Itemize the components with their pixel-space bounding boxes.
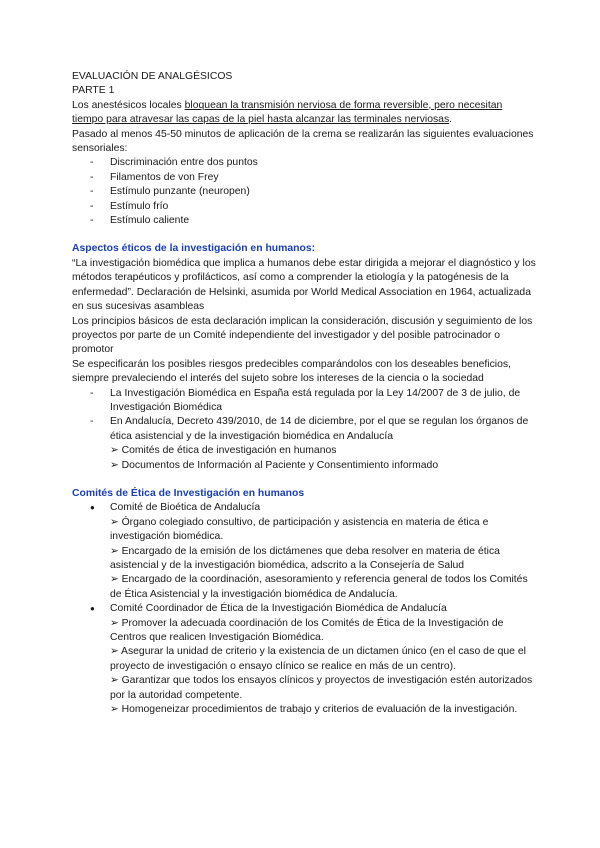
list-item: - Estímulo frío bbox=[90, 200, 536, 214]
intro2-paragraph: Pasado al menos 45-50 minutos de aplicación de la crema se realizarán las siguientes evaluaciones sensoriales: bbox=[72, 128, 534, 155]
document-page bbox=[72, 70, 536, 717]
evaluations-list bbox=[72, 156, 536, 228]
ethics-heading: Aspectos éticos de la investigación en humanos: bbox=[72, 243, 316, 255]
committee-point: ➢ Garantizar que todos los ensayos clínicos y proyectos de investigación estén autorizados por la autoridad competente. bbox=[110, 675, 533, 701]
helsinki-quote: “La investigación biomédica que implica a humanos debe estar dirigida a mejorar el diagnóstico y los métodos terapéuticos y profilácticos, así como a comprender la etiología y la patogénesis de la enfermedad”. Declaración de Helsinki, asumida por World Medical Association en 1964, actualizada en sus sucesivas asambleas bbox=[72, 257, 536, 313]
arrow-item: ➢ Documentos de Información al Paciente y Consentimiento informado bbox=[110, 459, 439, 471]
list-item: - La Investigación Biomédica en España está regulada por la Ley 14/2007 de 3 de julio, de Investigación Biomédica bbox=[90, 387, 536, 416]
committee-point: ➢ Encargado de la coordinación, asesoramiento y referencia general de todos los Comités de Ética Asistencial y la investigación biomédica de Andalucía. bbox=[110, 574, 528, 600]
committee-point: ➢ Promover la adecuada coordinación de los Comités de Ética de la Investigación de Centros que realicen Investigación Biomédica. bbox=[110, 617, 504, 644]
committee-item bbox=[90, 602, 536, 717]
part-label: PARTE 1 bbox=[72, 85, 115, 97]
list-item: - En Andalucía, Decreto 439/2010, de 14 de diciembre, por el que se regulan los órganos de ética asistencial y de la investigación biomédica en Andalucía bbox=[90, 415, 536, 444]
intro-paragraph bbox=[72, 99, 536, 128]
intro-underlined: bloquean la transmisión nerviosa de forma reversible, pero necesitan tiempo para atravesar las capas de la piel hasta alcanzar las terminales nerviosas bbox=[72, 99, 503, 126]
committee-title: ● Comité de Bioética de Andalucía bbox=[110, 502, 261, 514]
list-item: - Filamentos de von Frey bbox=[90, 171, 536, 185]
committees-list bbox=[72, 501, 536, 717]
committee-item bbox=[90, 501, 536, 602]
intro-end: . bbox=[449, 114, 453, 126]
regulation-list bbox=[72, 387, 536, 445]
ethics-paragraph-2: Los principios básicos de esta declaración implican la consideración, discusión y seguimiento de los proyectos por parte de un Comité independiente del investigador y del posible patrocinador o promotor bbox=[72, 315, 533, 356]
list-item: - Estímulo caliente bbox=[90, 214, 536, 228]
committee-point: ➢ Encargado de la emisión de los dictámenes que deba resolver en materia de ética asistencial y de la investigación biomédica, adscrito a la Consejería de Salud bbox=[110, 545, 500, 571]
arrow-item: ➢ Comités de ética de investigación en humanos bbox=[110, 445, 337, 457]
list-item: - Estímulo punzante (neuropen) bbox=[90, 185, 536, 199]
committee-point: ➢ Homogeneizar procedimientos de trabajo y criterios de evaluación de la investigación. bbox=[110, 704, 518, 716]
committees-heading: Comités de Ética de Investigación en humanos bbox=[72, 487, 305, 499]
intro-plain: Los anestésicos locales bbox=[72, 99, 185, 111]
list-item: - Discriminación entre dos puntos bbox=[90, 156, 536, 170]
committee-point: ➢ Órgano colegiado consultivo, de participación y asistencia en materia de ética e investigación biomédica. bbox=[110, 516, 489, 543]
committee-title: ● Comité Coordinador de Ética de la Investigación Biomédica de Andalucía bbox=[110, 603, 447, 615]
document-title: EVALUACIÓN DE ANALGÉSICOS bbox=[72, 71, 233, 82]
ethics-paragraph-3: Se especificarán los posibles riesgos predecibles comparándolos con los deseables beneficios, siempre prevaleciendo el interés del sujeto sobre los intereses de la ciencia o la sociedad bbox=[72, 358, 511, 385]
committee-point: ➢ Asegurar la unidad de criterio y la existencia de un dictamen único (en el caso de que el proyecto de investigación o ensayo clínico se realice en más de un centro). bbox=[110, 646, 526, 672]
